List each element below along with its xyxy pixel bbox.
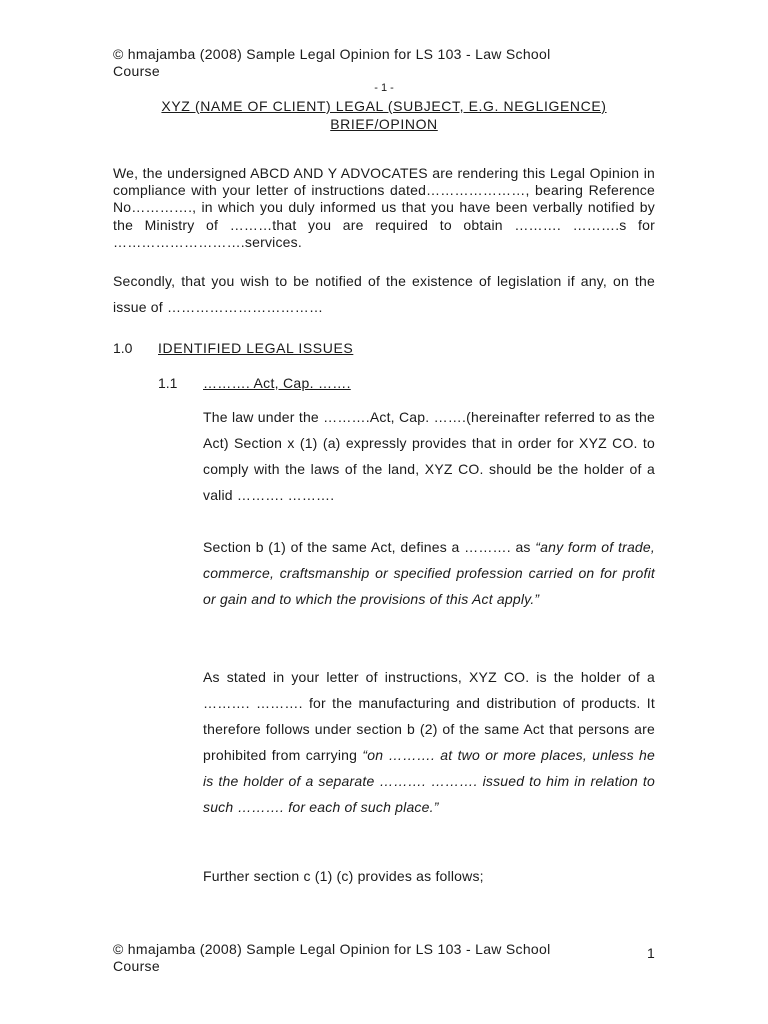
subsection-number: 1.1 xyxy=(158,375,178,391)
body-paragraph-2 xyxy=(203,534,655,612)
document-subtitle xyxy=(0,115,768,133)
section-label: IDENTIFIED LEGAL ISSUES xyxy=(158,340,354,356)
page-header: © hmajamba (2008) Sample Legal Opinion for LS 103 - Law School Course xyxy=(113,46,551,79)
body-paragraph-1: The law under the ……….Act, Cap. …….(hereinafter referred to as the Act) Section x (1) (a) expressly provides that in order for XYZ CO. to comply with the laws of the land, XYZ CO. should be the holder of a valid ………. ………. xyxy=(203,409,655,503)
page-number: 1 xyxy=(647,945,655,961)
title-line-1: XYZ (NAME OF CLIENT) LEGAL (SUBJECT, E.G. NEGLIGENCE) xyxy=(161,98,607,114)
page-marker: - 1 - xyxy=(374,82,394,94)
body-paragraph-3-text: As stated in your letter of instructions, XYZ CO. is the holder of a ………. ………. for the manufacturing and distribution of products. It therefore follows under section b (2) of the same Act that persons are prohibited from carrying xyxy=(203,669,655,763)
section-number: 1.0 xyxy=(113,340,133,356)
body-paragraph-3-quote: “on ………. at two or more places, unless he is the holder of a separate ………. ………. issued to him in relation to such ………. for each of such place.” xyxy=(203,747,656,815)
section-heading xyxy=(113,340,353,356)
body-paragraph-2-text: Section b (1) of the same Act, defines a ………. as xyxy=(203,539,536,555)
document-title xyxy=(0,97,768,115)
page-footer: © hmajamba (2008) Sample Legal Opinion for LS 103 - Law School Course xyxy=(113,941,551,974)
body-paragraph-2-quote: “any form of trade, commerce, craftsmanship or specified profession carried on for profit or gain and to which the provisions of this Act apply.” xyxy=(203,539,655,607)
body-paragraph-4: Further section c (1) (c) provides as follows; xyxy=(203,868,484,884)
subsection-label: ………. Act, Cap. ……. xyxy=(203,375,351,391)
body-paragraph-3 xyxy=(203,664,655,820)
title-line-2: BRIEF/OPINON xyxy=(330,116,438,132)
intro-paragraph-1: We, the undersigned ABCD AND Y ADVOCATES are rendering this Legal Opinion in compliance with your letter of instructions dated…………………, bearing Reference No…………., in which you duly informed us that you have been verbally notified by the Ministry of ………that you are required to obtain ………. ……….s for ……………………….services. xyxy=(113,165,655,250)
subsection-heading xyxy=(158,375,351,391)
intro-paragraph-2: Secondly, that you wish to be notified of the existence of legislation if any, on the issue of …………………………… xyxy=(113,273,655,315)
